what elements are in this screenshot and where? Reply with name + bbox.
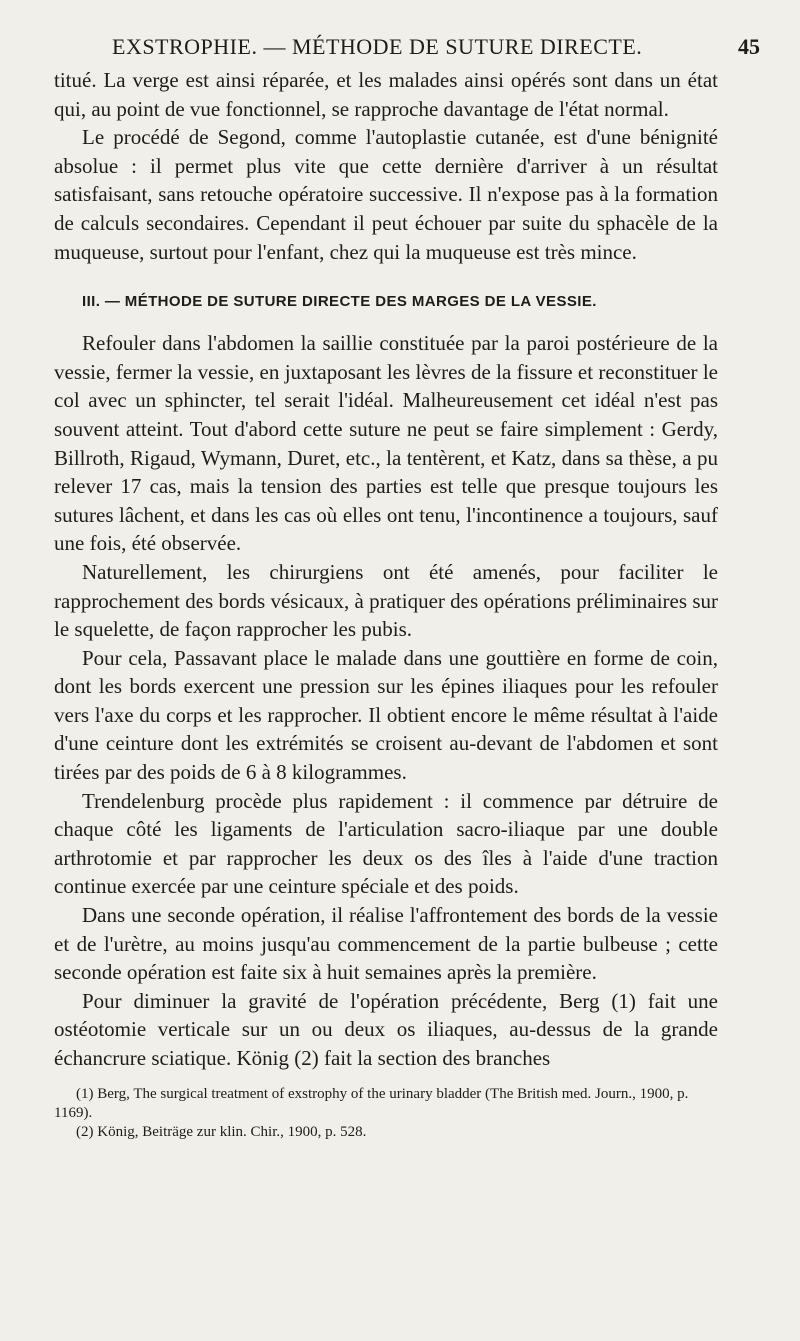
running-title: EXSTROPHIE. — MÉTHODE DE SUTURE DIRECTE. [112,34,643,59]
paragraph-segond: Le procédé de Segond, comme l'autoplastie cutanée, est d'une bénignité absolue : il permet plus vite que cette dernière d'arriver à un résultat satisfaisant, sans retouche opératoire successive. Il n'expose pas à la formation de calculs secondaires. Cependant il peut échouer par suite du sphacèle de la muqueuse, surtout pour l'enfant, chez qui la muqueuse est très mince. [54,125,718,264]
paragraph-trendelenburg: Trendelenburg procède plus rapidement : il commence par détruire de chaque côté les ligaments de l'articulation sacro-iliaque par une double arthrotomie et par rapprocher les deux os des îles à l'aide d'une traction continue exercée par une ceinture spéciale et des poids. [54,788,718,899]
paragraph-ideal: Refouler dans l'abdomen la saillie constituée par la paroi postérieure de la vessie, fermer la vessie, en juxtaposant les lèvres de la fissure et reconstituer le col avec un sphincter, tel serait l'idéal. Malheureusement cet idéal n'est pas souvent atteint. Tout d'abord cette suture ne peut se faire simplement : Gerdy, Billroth, Rigaud, Wymann, Duret, etc., la tentèrent, et Katz, dans sa thèse, a pu relever 17 cas, mais la tension des parties est telle que presque toujours les sutures lâchent, et dans les cas où elles ont tenu, l'incontinence a toujours, sauf une fois, été observée. [54,331,718,556]
footnote-2: (2) König, Beiträge zur klin. Chir., 1900, p. 528. [76,1123,367,1140]
running-head [112,34,760,62]
body-text [54,66,718,1142]
paragraph-second-operation: Dans une seconde opération, il réalise l'affrontement des bords de la vessie et de l'urètre, au moins jusqu'au commencement de la partie bulbeuse ; cette seconde opération est faite six à huit semaines après la première. [54,903,718,985]
page-number: 45 [738,34,760,59]
footnotes [54,1085,718,1142]
footnote-1: (1) Berg, The surgical treatment of exstrophy of the urinary bladder (The British med. Journ., 1900, p. 1169). [54,1085,689,1121]
paragraph-preliminary: Naturellement, les chirurgiens ont été amenés, pour faciliter le rapprochement des bords vésicaux, à pratiquer des opérations préliminaires sur le squelette, de façon rapprocher les pubis. [54,559,718,642]
paragraph-continued: titué. La verge est ainsi réparée, et les malades ainsi opérés sont dans un état qui, au point de vue fonctionnel, se rapproche davantage de l'état normal. [54,68,718,121]
paragraph-passavant: Pour cela, Passavant place le malade dans une gouttière en forme de coin, dont les bords exercent une pression sur les épines iliaques pour les refouler vers l'axe du corps et les rapprocher. Il obtient encore le même résultat à l'aide d'une ceinture dont les extrémités se croisent au-devant de l'abdomen et sont tirées par des poids de 6 à 8 kilogrammes. [54,645,718,785]
paragraph-berg-konig: Pour diminuer la gravité de l'opération précédente, Berg (1) fait une ostéotomie verticale sur un ou deux os iliaques, au-dessus de la grande échancrure sciatique. König (2) fait la section des branches [54,988,718,1070]
section-heading: III. — MÉTHODE DE SUTURE DIRECTE DES MARGES DE LA VESSIE. [82,293,597,311]
